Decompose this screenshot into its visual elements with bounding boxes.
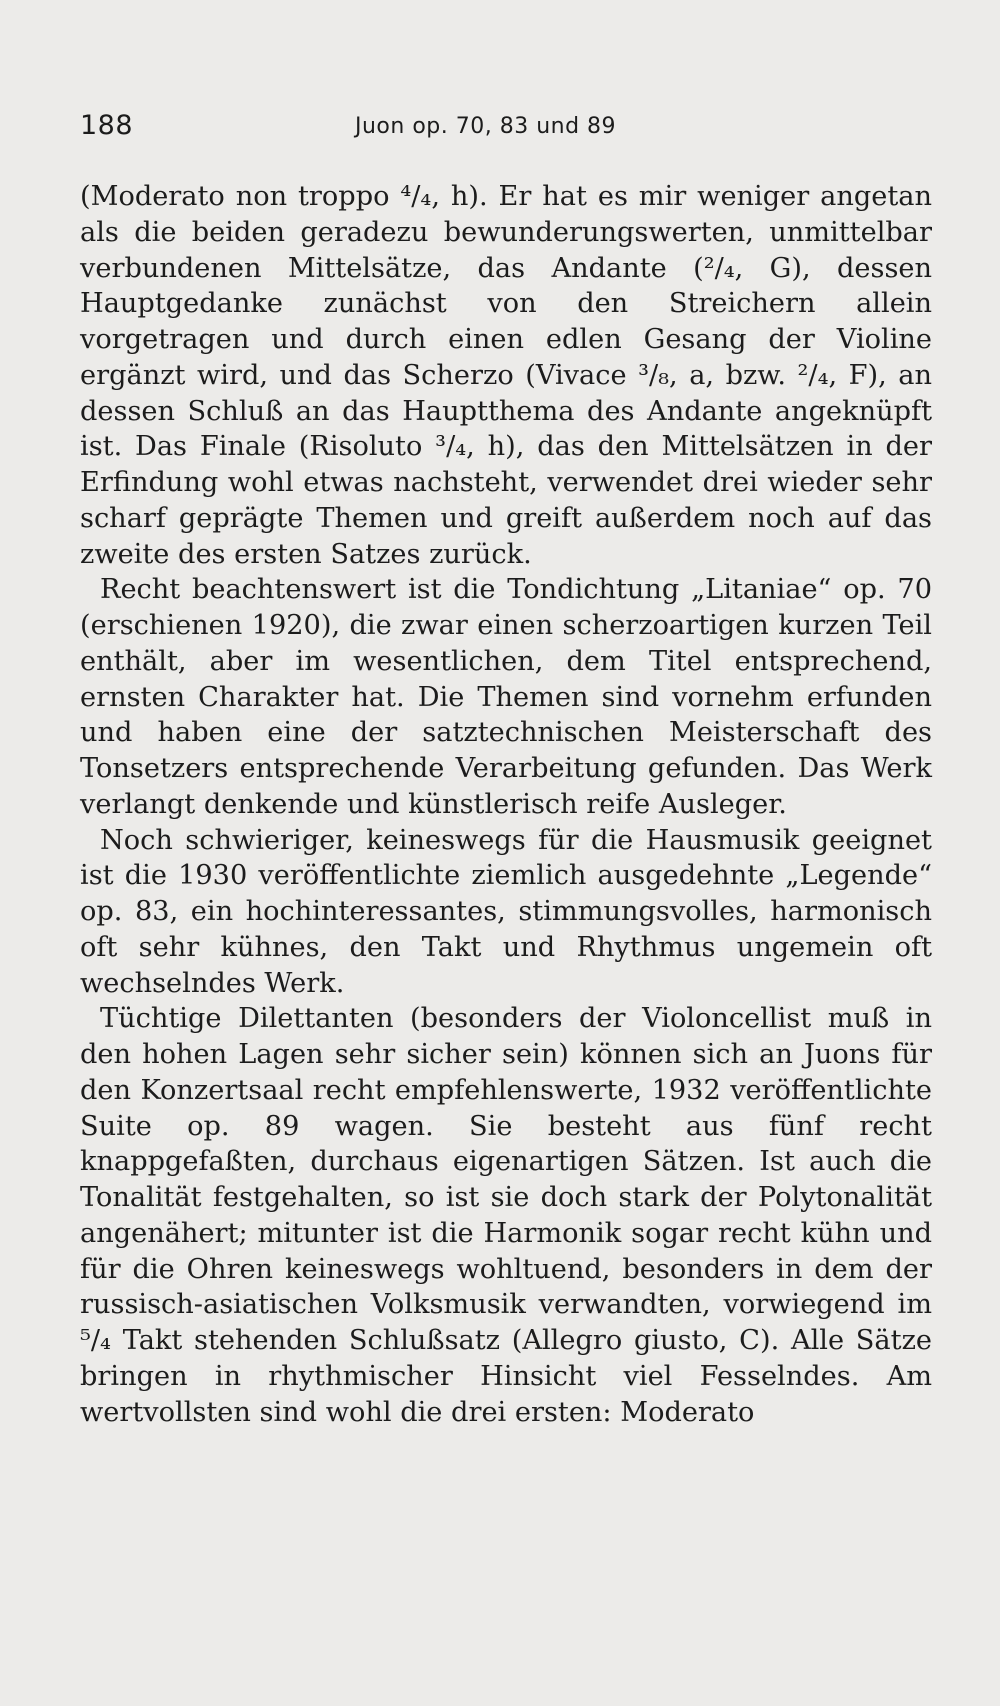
paragraph-1: (Moderato non troppo ⁴/₄, h). Er hat es mir weniger angetan als die beiden geradezu bewunderungswerten, unmittelbar verbundenen Mittelsätze, das Andante (²/₄, G), dessen Hauptgedanke zunächst von den Streichern allein vorgetragen und durch einen edlen Gesang der Violine ergänzt wird, und das Scherzo (Vivace ³/₈, a, bzw. ²/₄, F), an dessen Schluß an das Hauptthema des Andante angeknüpft ist. Das Finale (Risoluto ³/₄, h), das den Mittelsätzen in der Erfindung wohl etwas nachsteht, verwendet drei wieder sehr scharf geprägte Themen und greift außerdem noch auf das zweite des ersten Satzes zurück.	[80, 181, 932, 570]
page-number: 188	[80, 110, 134, 141]
paragraph-3: Noch schwieriger, keineswegs für die Hausmusik geeignet ist die 1930 veröffentlichte ziemlich ausgedehnte „Legende“ op. 83, ein hochinteressantes, stimmungsvolles, harmonisch oft sehr kühnes, den Takt und Rhythmus ungemein oft wechselndes Werk.	[80, 824, 932, 999]
body-text	[80, 179, 932, 1430]
running-title: Juon op. 70, 83 und 89	[355, 114, 617, 139]
paragraph-4: Tüchtige Dilettanten (besonders der Violoncellist muß in den hohen Lagen sehr sicher sein) können sich an Juons für den Konzertsaal recht empfehlenswerte, 1932 veröffentlichte Suite op. 89 wagen. Sie besteht aus fünf recht knappgefaßten, durchaus eigenartigen Sätzen. Ist auch die Tonalität festgehalten, so ist sie doch stark der Polytonalität angenähert; mitunter ist die Harmonik sogar recht kühn und für die Ohren keineswegs wohltuend, besonders in dem der russisch-asiatischen Volksmusik verwandten, vorwiegend im ⁵/₄ Takt stehenden Schlußsatz (Allegro giusto, C). Alle Sätze bringen in rhythmischer Hinsicht viel Fesselndes. Am wertvollsten sind wohl die drei ersten: Moderato	[80, 1003, 932, 1428]
paragraph-2: Recht beachtenswert ist die Tondichtung „Litaniae“ op. 70 (erschienen 1920), die zwar einen scherzoartigen kurzen Teil enthält, aber im wesentlichen, dem Titel entsprechend, ernsten Charakter hat. Die Themen sind vornehm erfunden und haben eine der satztechnischen Meisterschaft des Tonsetzers entsprechende Verarbeitung gefunden. Das Werk verlangt denkende und künstlerisch reife Ausleger.	[80, 574, 932, 820]
running-head	[80, 110, 930, 150]
